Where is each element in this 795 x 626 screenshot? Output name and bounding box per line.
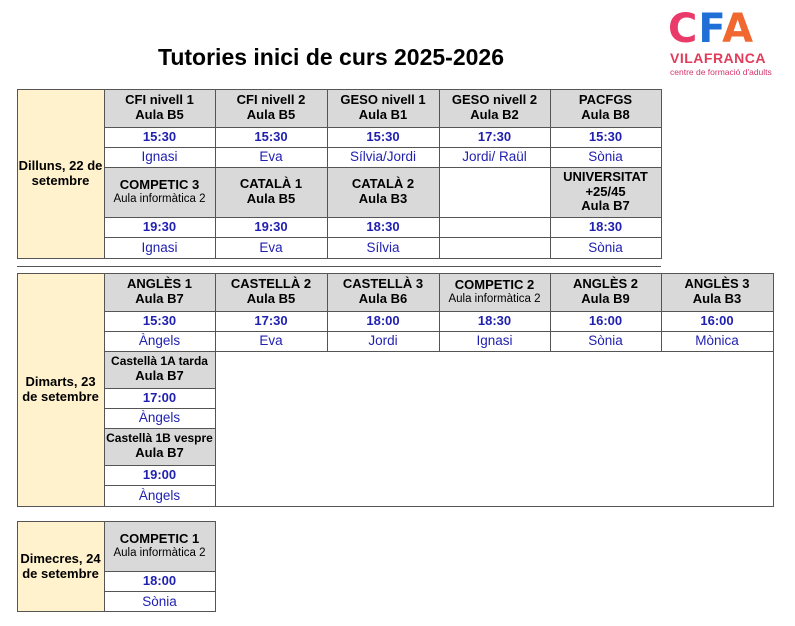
table-gridline xyxy=(550,273,551,351)
tutor-name xyxy=(550,147,661,167)
tutor-value: Sònia xyxy=(142,593,177,609)
table-gridline xyxy=(439,273,440,351)
tutoring-time xyxy=(104,311,215,331)
table-gridline xyxy=(215,89,216,259)
table-gridline xyxy=(327,273,328,351)
table-gridline xyxy=(104,521,105,612)
table-gridline xyxy=(550,89,551,259)
time-value: 15:30 xyxy=(142,312,177,328)
room-name: Aula B6 xyxy=(358,291,408,306)
tutor-value: Eva xyxy=(259,240,283,256)
course-name: PACFGS xyxy=(578,92,633,108)
day-monday xyxy=(17,89,104,259)
time-value: 18:30 xyxy=(477,312,512,328)
room-name: Aula B7 xyxy=(135,367,184,383)
course-name: CFI nivell 2 xyxy=(236,92,306,108)
course-name: Castellà 1B vespre xyxy=(106,431,213,446)
tutor-name xyxy=(104,485,215,507)
course-header xyxy=(104,89,215,127)
table-gridline xyxy=(661,273,662,351)
course-name: UNIVERSITAT +25/45 xyxy=(563,168,648,199)
time-value: 18:30 xyxy=(366,218,400,234)
logo-line1: VILAFRANCA xyxy=(670,50,766,66)
room-name: Aula B1 xyxy=(358,107,408,122)
tutor-value: Ignasi xyxy=(141,240,178,256)
table-gridline xyxy=(17,89,18,259)
course-header xyxy=(327,273,439,311)
page-title: Tutories inici de curs 2025-2026 xyxy=(158,44,505,70)
room-name: Aula informàtica 2 xyxy=(113,546,206,559)
tutoring-time xyxy=(327,217,439,237)
tutoring-time xyxy=(327,311,439,331)
tutoring-time xyxy=(215,217,327,237)
tutor-value: Eva xyxy=(259,333,283,349)
tutor-value: Àngels xyxy=(138,333,181,349)
table-gridline xyxy=(104,167,661,168)
time-value: 17:30 xyxy=(477,128,512,144)
table-gridline xyxy=(17,521,18,612)
time-value: 19:30 xyxy=(254,218,288,234)
room-name: Aula B5 xyxy=(135,107,184,122)
day-label: Dilluns, 22 de setembre xyxy=(18,158,103,188)
tutor-value: Ignasi xyxy=(141,149,178,165)
tutoring-time xyxy=(439,311,550,331)
tutor-name xyxy=(327,147,439,167)
tutoring-time xyxy=(104,127,215,147)
table-gridline xyxy=(773,273,774,507)
logo-line2: centre de formació d'adults xyxy=(670,67,772,77)
course-header xyxy=(661,273,773,311)
table-gridline xyxy=(104,408,215,409)
tutor-value: Sònia xyxy=(588,333,623,349)
course-name: COMPETIC 1 xyxy=(119,530,200,546)
tutor-value: Àngels xyxy=(138,488,181,504)
tutor-value: Sílvia xyxy=(366,240,400,256)
tutor-name xyxy=(327,237,439,259)
course-name: ANGLÈS 1 xyxy=(126,276,192,292)
table-gridline xyxy=(104,465,215,466)
course-header xyxy=(550,273,661,311)
table-gridline xyxy=(215,351,216,507)
tutor-name xyxy=(327,331,439,351)
table-gridline xyxy=(17,506,773,507)
table-gridline xyxy=(104,311,773,312)
table-gridline xyxy=(439,89,440,259)
room-name: Aula B3 xyxy=(692,291,742,306)
table-gridline xyxy=(17,273,18,507)
time-value: 18:00 xyxy=(366,312,400,328)
room-name: Aula B5 xyxy=(246,191,296,206)
room-name: Aula B7 xyxy=(581,198,630,214)
table-gridline xyxy=(17,521,215,522)
room-name: Aula B2 xyxy=(470,107,519,122)
tutoring-time xyxy=(661,311,773,331)
tutor-value: Sílvia/Jordi xyxy=(349,149,417,165)
tutor-name xyxy=(550,237,661,259)
tutor-name xyxy=(104,237,215,259)
tutoring-time xyxy=(439,127,550,147)
table-gridline xyxy=(104,127,661,128)
tutoring-time xyxy=(104,571,215,591)
table-gridline xyxy=(17,273,773,274)
tutor-value: Ignasi xyxy=(476,333,513,349)
time-value: 15:30 xyxy=(366,128,400,144)
course-header xyxy=(439,89,550,127)
tutoring-time xyxy=(215,127,327,147)
course-name: CASTELLÀ 2 xyxy=(230,276,312,292)
tutor-name xyxy=(104,408,215,428)
tutor-name xyxy=(104,147,215,167)
course-name: CATALÀ 2 xyxy=(351,176,415,192)
day-label: Dimarts, 23 de setembre xyxy=(22,374,99,404)
tutor-name xyxy=(439,147,550,167)
course-header xyxy=(550,167,661,217)
time-value: 17:30 xyxy=(254,312,288,328)
tutor-value: Eva xyxy=(259,149,283,165)
empty-cell xyxy=(439,217,550,237)
course-name: ANGLÈS 2 xyxy=(572,276,638,292)
room-name: Aula B7 xyxy=(135,291,184,306)
course-name: CFI nivell 1 xyxy=(125,92,194,108)
table-gridline xyxy=(104,237,661,238)
course-name: ANGLÈS 3 xyxy=(684,276,750,292)
tutoring-time xyxy=(104,217,215,237)
table-gridline xyxy=(104,351,105,507)
tutoring-time xyxy=(104,388,215,408)
day-wednesday xyxy=(17,521,104,612)
table-gridline xyxy=(17,89,661,90)
tutor-value: Sònia xyxy=(588,240,623,256)
course-name: CASTELLÀ 3 xyxy=(342,276,424,292)
room-name: Aula B5 xyxy=(246,107,296,122)
room-name: Aula B8 xyxy=(581,107,630,122)
tutor-value: Àngels xyxy=(138,410,181,426)
tutor-value: Sònia xyxy=(588,149,623,165)
time-value: 15:30 xyxy=(254,128,288,144)
course-name: GESO nivell 2 xyxy=(451,92,538,108)
table-gridline xyxy=(17,266,661,267)
course-header xyxy=(215,167,327,217)
course-name: CATALÀ 1 xyxy=(239,176,303,192)
course-header xyxy=(104,167,215,217)
tutor-name xyxy=(439,331,550,351)
course-header xyxy=(104,351,215,388)
logo-letters: CFA xyxy=(668,6,755,52)
time-value: 16:00 xyxy=(588,312,623,328)
course-name: COMPETIC 3 xyxy=(119,176,200,192)
course-name: COMPETIC 2 xyxy=(454,276,535,292)
course-header xyxy=(104,273,215,311)
table-gridline xyxy=(104,147,661,148)
time-value: 19:30 xyxy=(142,218,177,234)
course-header xyxy=(215,273,327,311)
table-gridline xyxy=(327,89,328,259)
empty-cell xyxy=(439,167,550,217)
course-header xyxy=(104,428,215,465)
course-header xyxy=(327,89,439,127)
tutoring-time xyxy=(327,127,439,147)
table-gridline xyxy=(215,521,216,612)
tutoring-time xyxy=(550,311,661,331)
table-gridline xyxy=(104,591,215,592)
table-gridline xyxy=(17,258,661,259)
table-gridline xyxy=(104,89,105,259)
tutor-name xyxy=(215,331,327,351)
time-value: 18:30 xyxy=(588,218,623,234)
table-gridline xyxy=(215,273,216,351)
course-header xyxy=(550,89,661,127)
time-value: 19:00 xyxy=(142,466,177,482)
tutor-value: Jordi xyxy=(368,333,398,349)
table-gridline xyxy=(661,89,662,259)
table-gridline xyxy=(104,217,661,218)
course-header xyxy=(439,273,550,311)
course-header xyxy=(215,89,327,127)
tutoring-time xyxy=(104,465,215,485)
room-name: Aula B3 xyxy=(358,191,408,206)
table-gridline xyxy=(104,351,773,352)
tutor-value: Jordi/ Raül xyxy=(462,149,527,165)
room-name: Aula B7 xyxy=(135,444,184,460)
table-gridline xyxy=(104,485,215,486)
tutoring-time xyxy=(215,311,327,331)
tutor-name xyxy=(104,331,215,351)
room-name: Aula informàtica 2 xyxy=(113,192,206,205)
cfa-logo xyxy=(668,6,772,78)
table-gridline xyxy=(17,611,215,612)
day-label: Dimecres, 24 de setembre xyxy=(20,550,101,581)
course-header xyxy=(327,167,439,217)
time-value: 15:30 xyxy=(588,128,623,144)
time-value: 18:00 xyxy=(142,572,177,588)
course-header xyxy=(104,521,215,571)
tutor-name xyxy=(550,331,661,351)
empty-cell xyxy=(439,237,550,259)
tutor-name xyxy=(104,591,215,612)
room-name: Aula informàtica 2 xyxy=(448,292,541,305)
table-gridline xyxy=(104,428,215,429)
time-value: 17:00 xyxy=(142,389,177,405)
time-value: 16:00 xyxy=(700,312,734,328)
tutor-name xyxy=(661,331,773,351)
course-name: GESO nivell 1 xyxy=(340,92,426,108)
table-gridline xyxy=(104,571,215,572)
table-gridline xyxy=(104,273,105,351)
day-tuesday xyxy=(17,273,104,507)
tutoring-time xyxy=(550,127,661,147)
course-name: Castellà 1A tarda xyxy=(111,354,208,369)
tutor-name xyxy=(215,237,327,259)
tutor-name xyxy=(215,147,327,167)
tutoring-time xyxy=(550,217,661,237)
table-gridline xyxy=(104,331,773,332)
room-name: Aula B5 xyxy=(246,291,296,306)
time-value: 15:30 xyxy=(142,128,177,144)
room-name: Aula B9 xyxy=(581,291,630,306)
tutor-value: Mònica xyxy=(695,333,739,349)
table-gridline xyxy=(104,388,215,389)
